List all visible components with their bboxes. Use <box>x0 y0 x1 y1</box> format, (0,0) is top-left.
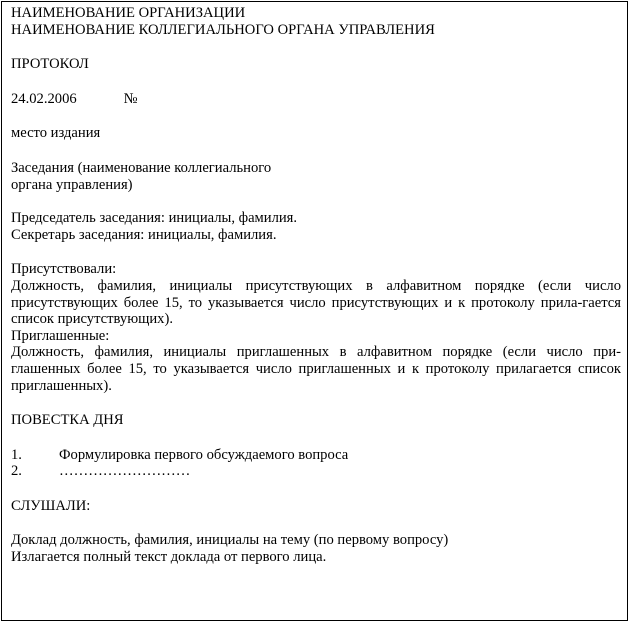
document-date: 24.02.2006 <box>11 90 77 107</box>
agenda-item <box>11 447 621 464</box>
present-text: Должность, фамилия, инициалы присутствующих в алфавитном порядке (если число присутствующих более 15, то указывается число присутствующих и к протоколу прила-гается список присутствующих). <box>11 277 621 328</box>
place-of-issue: место издания <box>11 125 101 142</box>
report-line: Доклад должность, фамилия, инициалы на тему (по первому вопросу) <box>11 532 449 549</box>
chairman: Председатель заседания: инициалы, фамилия. <box>11 210 298 227</box>
document-title: ПРОТОКОЛ <box>11 56 89 73</box>
invited-text: Должность, фамилия, инициалы приглашенных в алфавитном порядке (если число при-глашенных более 15, то указывается число приглашенных и к протоколу прилагается список приглашенных). <box>11 344 621 394</box>
governing-body-name: НАИМЕНОВАНИЕ КОЛЛЕГИАЛЬНОГО ОРГАНА УПРАВЛЕНИЯ <box>11 21 435 38</box>
agenda-item-number: 1. <box>11 446 22 463</box>
agenda-item-text: Формулировка первого обсуждаемого вопроса <box>59 446 349 463</box>
agenda-item-text: ……………………… <box>59 463 191 480</box>
invited-label: Приглашенные: <box>11 327 110 344</box>
organization-name: НАИМЕНОВАНИЕ ОРГАНИЗАЦИИ <box>11 5 246 21</box>
present-label: Присутствовали: <box>11 261 117 278</box>
meeting-line-2: органа управления) <box>11 176 133 193</box>
number-sign: № <box>123 90 138 107</box>
secretary: Секретарь заседания: инициалы, фамилия. <box>11 226 277 243</box>
protocol-document <box>11 5 621 566</box>
date-number-row <box>11 91 621 108</box>
agenda-item <box>11 463 621 480</box>
agenda-item-number: 2. <box>11 463 22 480</box>
meeting-line-1: Заседания (наименование коллегиального <box>11 159 272 176</box>
report-summary: Излагается полный текст доклада от первого лица. <box>11 549 327 566</box>
agenda-title: ПОВЕСТКА ДНЯ <box>11 412 124 429</box>
heard-title: СЛУШАЛИ: <box>11 497 91 514</box>
